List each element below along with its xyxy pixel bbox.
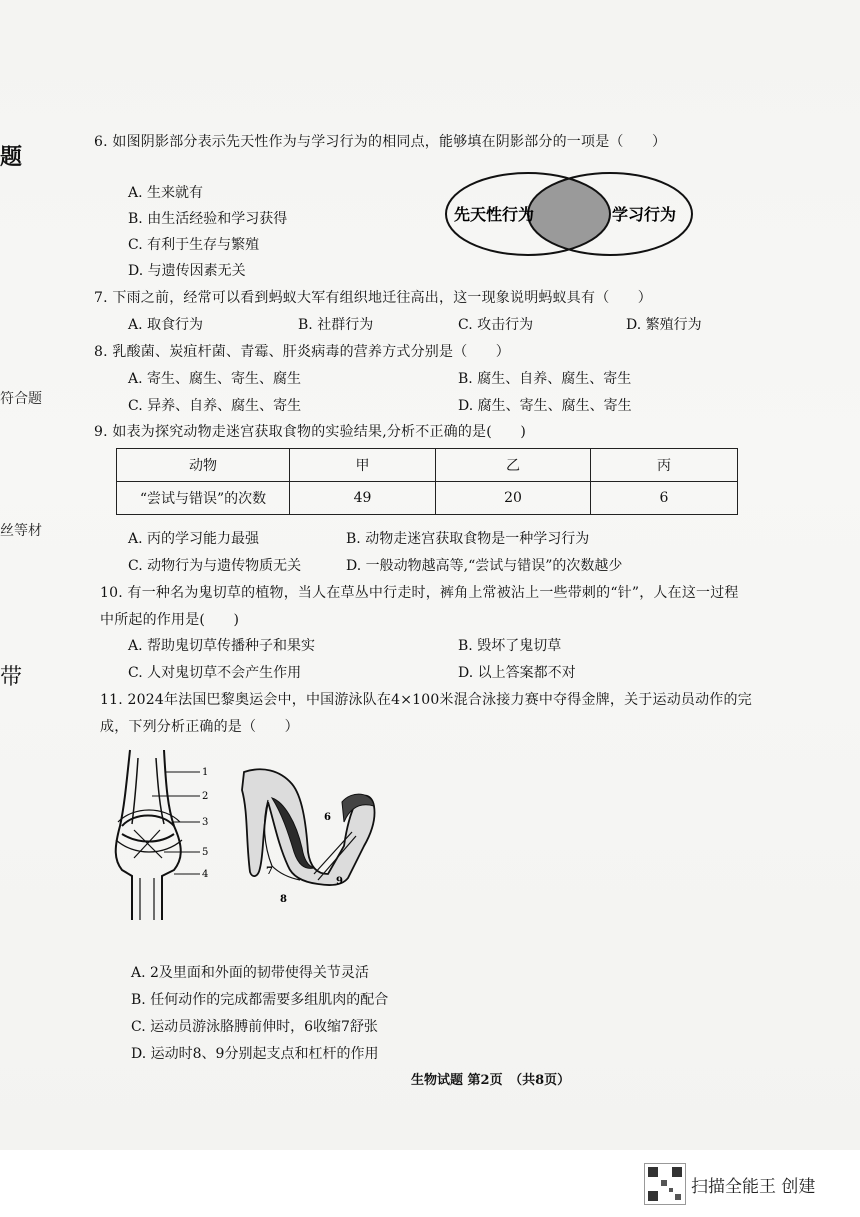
q6-option-a: A. 生来就有 — [128, 185, 204, 201]
page-footer: 生物试题 第2页 （共8页） — [411, 1073, 571, 1088]
margin-fragment-fuheti: 符合题 — [0, 391, 42, 407]
q9-option-d: D. 一般动物越高等,“尝试与错误”的次数越少 — [346, 558, 623, 574]
knee-label-4: 4 — [202, 869, 209, 880]
arm-label-6: 6 — [324, 812, 331, 823]
table-header-cell: 乙 — [436, 449, 591, 482]
q6-option-b: B. 由生活经验和学习获得 — [128, 211, 288, 227]
margin-fragment-sidengcai: 丝等材 — [0, 523, 42, 539]
question-11-stem-line2: 成，下列分析正确的是（ ） — [100, 719, 299, 735]
q7-option-b: B. 社群行为 — [298, 317, 374, 333]
table-header-row — [117, 449, 738, 482]
table-header-cell: 甲 — [290, 449, 436, 482]
q6-option-d: D. 与遗传因素无关 — [128, 263, 246, 279]
q10-option-c: C. 人对鬼切草不会产生作用 — [128, 665, 302, 681]
experiment-table — [116, 448, 738, 515]
knee-label-1: 1 — [202, 767, 209, 778]
arm-label-7: 7 — [266, 866, 273, 877]
question-6-stem: 6. 如图阴影部分表示先天性作为与学习行为的相同点，能够填在阴影部分的一项是（ ） — [94, 134, 667, 150]
q10-option-d: D. 以上答案都不对 — [458, 665, 576, 681]
knee-label-3: 3 — [202, 817, 209, 828]
table-row — [117, 482, 738, 515]
q7-option-c: C. 攻击行为 — [458, 317, 534, 333]
margin-fragment-ti: 题 — [0, 144, 23, 170]
q8-option-a: A. 寄生、腐生、寄生、腐生 — [128, 371, 302, 387]
table-cell: 49 — [290, 482, 436, 515]
q11-option-a: A. 2及里面和外面的韧带使得关节灵活 — [131, 965, 369, 981]
q6-option-c: C. 有利于生存与繁殖 — [128, 237, 260, 253]
question-8-stem: 8. 乳酸菌、炭疽杆菌、青霉、肝炎病毒的营养方式分别是（ ） — [94, 344, 511, 360]
venn-diagram — [444, 170, 694, 260]
q7-option-a: A. 取食行为 — [128, 317, 204, 333]
q10-option-b: B. 毁坏了鬼切草 — [458, 638, 562, 654]
q10-option-a: A. 帮助鬼切草传播种子和果实 — [128, 638, 316, 654]
q8-option-b: B. 腐生、自养、腐生、寄生 — [458, 371, 632, 387]
table-header-cell: 动物 — [117, 449, 290, 482]
question-10-stem-line2: 中所起的作用是( ) — [100, 612, 240, 628]
q8-option-c: C. 异养、自养、腐生、寄生 — [128, 398, 302, 414]
q7-option-d: D. 繁殖行为 — [626, 317, 702, 333]
arm-label-8: 8 — [280, 894, 287, 905]
q9-option-c: C. 动物行为与遗传物质无关 — [128, 558, 302, 574]
scanner-watermark-text: 扫描全能王 创建 — [691, 1177, 816, 1197]
knee-label-2: 2 — [202, 791, 209, 802]
margin-fragment-dai: 带 — [0, 665, 23, 690]
q11-option-d: D. 运动时8、9分别起支点和杠杆的作用 — [131, 1046, 379, 1062]
table-cell: 20 — [436, 482, 591, 515]
question-7-stem: 7. 下雨之前，经常可以看到蚂蚁大军有组织地迁往高出，这一现象说明蚂蚁具有（ ） — [94, 290, 653, 306]
q11-option-c: C. 运动员游泳胳膊前伸时，6收缩7舒张 — [131, 1019, 378, 1035]
venn-right-label: 学习行为 — [611, 205, 677, 224]
knee-label-5: 5 — [202, 847, 209, 858]
qr-code-icon — [644, 1163, 686, 1205]
question-9-stem: 9. 如表为探究动物走迷宫获取食物的实验结果,分析不正确的是( ) — [94, 424, 526, 440]
q11-option-b: B. 任何动作的完成都需要多组肌肉的配合 — [131, 992, 389, 1008]
question-10-stem-line1: 10. 有一种名为鬼切草的植物，当人在草丛中行走时，裤角上常被沾上一些带刺的“针”，人在这一过程 — [100, 585, 739, 601]
arm-label-9: 9 — [336, 876, 343, 887]
arm-muscle-figure — [232, 762, 382, 910]
table-cell: 6 — [591, 482, 738, 515]
table-cell: “尝试与错误”的次数 — [117, 482, 290, 515]
q8-option-d: D. 腐生、寄生、腐生、寄生 — [458, 398, 632, 414]
q9-option-a: A. 丙的学习能力最强 — [128, 531, 260, 547]
knee-joint-figure — [104, 748, 224, 924]
q9-option-b: B. 动物走迷宫获取食物是一种学习行为 — [346, 531, 590, 547]
venn-left-label: 先天性行为 — [453, 205, 535, 224]
table-header-cell: 丙 — [591, 449, 738, 482]
question-11-stem-line1: 11. 2024年法国巴黎奥运会中，中国游泳队在4×100米混合泳接力赛中夺得金牌，关于运动员动作的完 — [100, 692, 752, 708]
